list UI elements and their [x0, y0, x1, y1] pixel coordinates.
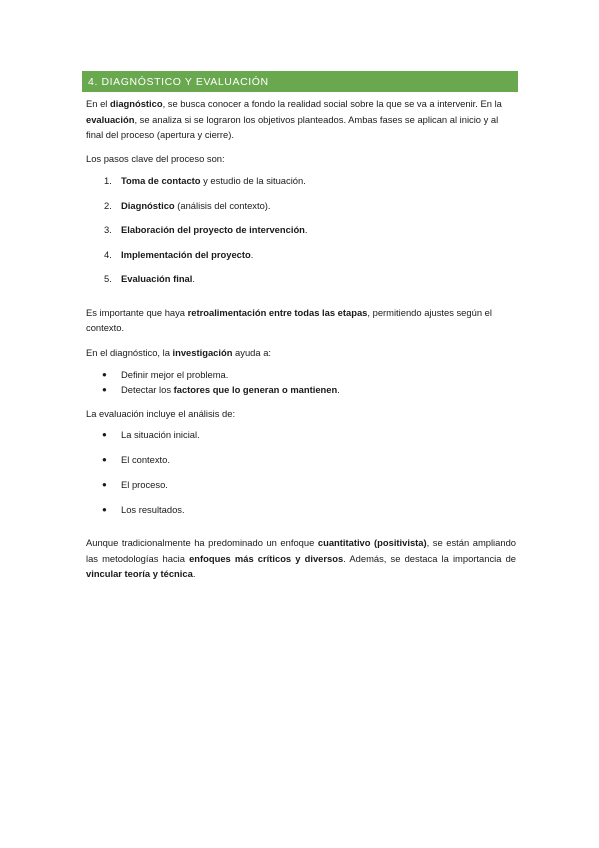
list-item: ● Los resultados.	[86, 502, 516, 527]
bullet-icon: ●	[102, 430, 107, 440]
feedback-paragraph: Es importante que haya retroalimentación entre todas las etapas, permitiendo ajustes según el contexto.	[86, 306, 492, 334]
section-body	[86, 96, 516, 582]
bullet-icon: ●	[102, 369, 107, 379]
evaluation-lead: La evaluación incluye el análisis de:	[86, 407, 236, 419]
closing-paragraph: Aunque tradicionalmente ha predominado un enfoque cuantitativo (positivista), se están ampliando las metodologías hacia enfoques más críticos y diversos. Además, se destaca la importancia de vincular teoría y técnica.	[86, 537, 517, 580]
keyword-evaluacion: evaluación	[86, 113, 135, 125]
list-item: ● Definir mejor el problema.	[86, 367, 516, 383]
keyword-diagnostico: diagnóstico	[109, 98, 163, 109]
bullet-icon: ●	[102, 385, 107, 395]
bullet-icon: ●	[102, 480, 107, 490]
intro-paragraph: En el diagnóstico, se busca conocer a fondo la realidad social sobre la que se va a intervenir. En la evaluación, se analiza si se lograron los objetivos planteados. Ambas fases se aplican al inicio y al final del proceso (apertura y cierre).	[86, 98, 502, 141]
diagnosis-lead: En el diagnóstico, la investigación ayuda a:	[86, 347, 272, 359]
steps-list	[86, 173, 516, 296]
list-item: 5. Evaluación final.	[104, 273, 195, 285]
list-item: ● Detectar los factores que lo generan o mantienen.	[86, 382, 516, 398]
list-item: 4. Implementación del proyecto.	[104, 248, 254, 260]
list-item: 1. Toma de contacto y estudio de la situación.	[104, 175, 306, 187]
list-item: 2. Diagnóstico (análisis del contexto).	[104, 199, 271, 211]
list-item: 3. Elaboración del proyecto de intervención.	[104, 224, 308, 236]
list-item: ● La situación inicial.	[86, 427, 516, 452]
section-title: 4. DIAGNÓSTICO Y EVALUACIÓN	[88, 75, 269, 88]
evaluation-list	[86, 427, 516, 527]
list-item: ● El proceso.	[86, 477, 516, 502]
section-header	[82, 71, 518, 92]
diagnosis-list	[86, 367, 516, 398]
bullet-icon: ●	[102, 455, 107, 465]
steps-lead: Los pasos clave del proceso son:	[86, 152, 225, 164]
list-item: ● El contexto.	[86, 452, 516, 477]
bullet-icon: ●	[102, 505, 107, 515]
